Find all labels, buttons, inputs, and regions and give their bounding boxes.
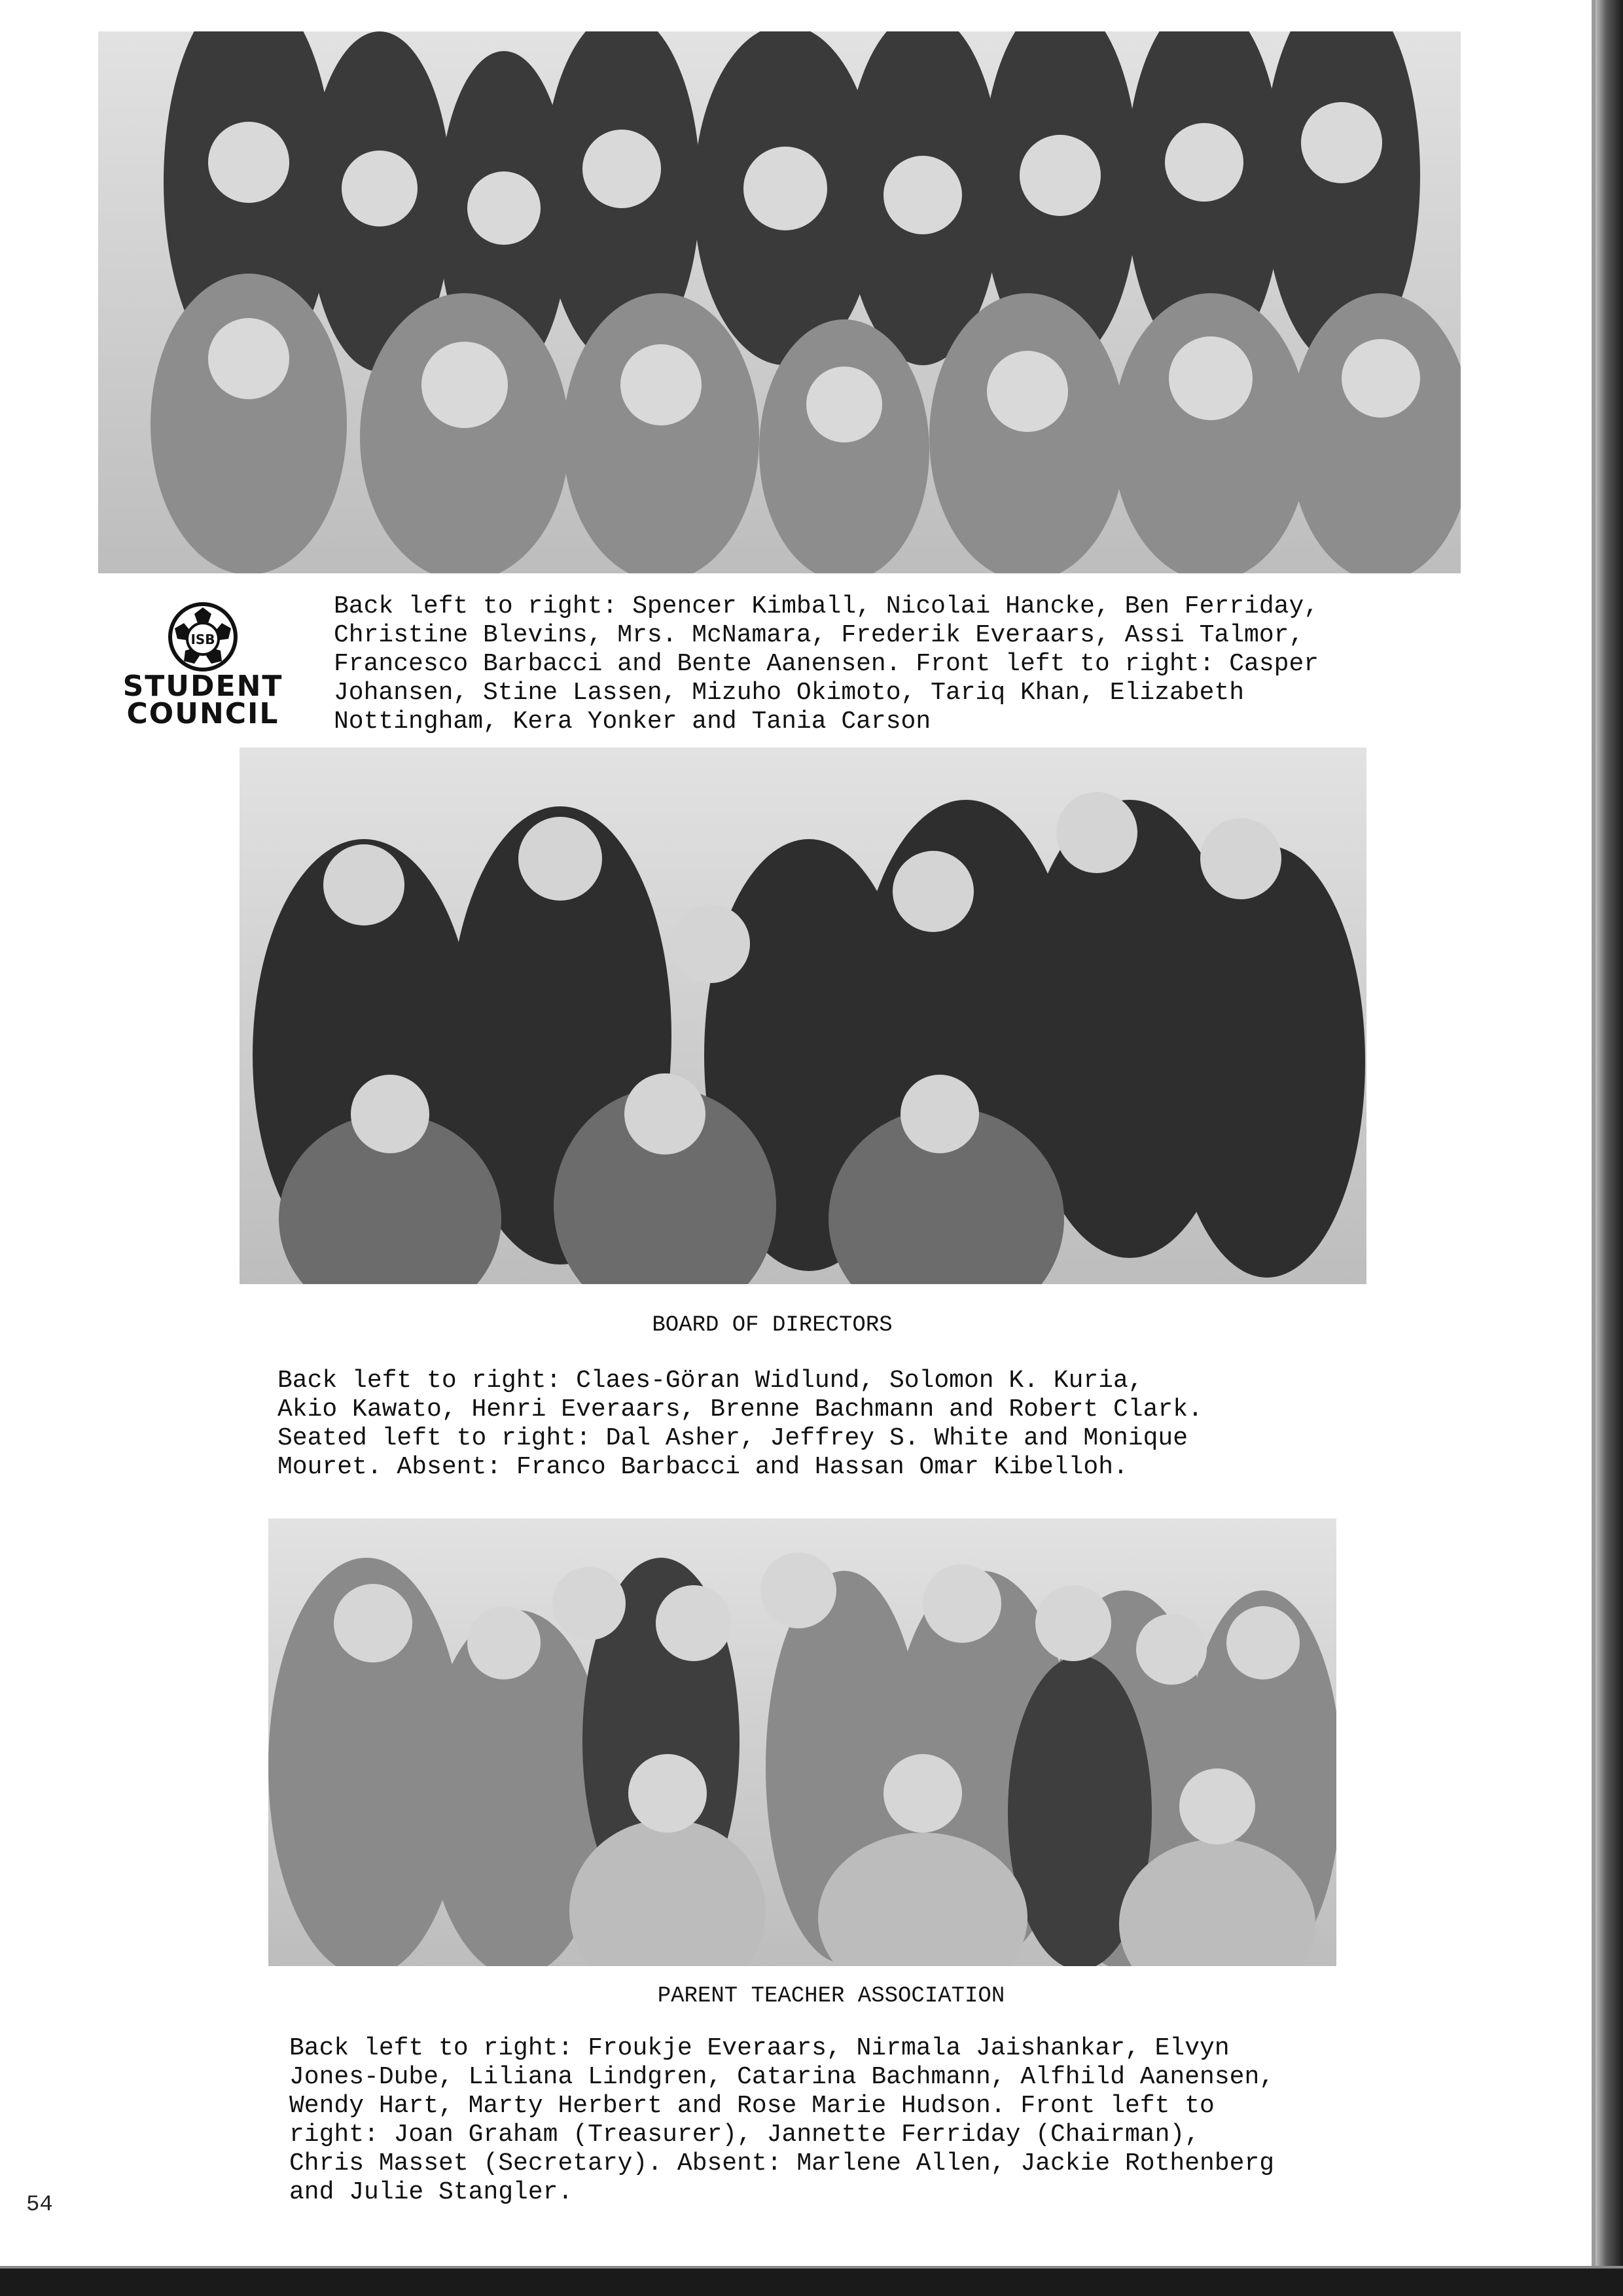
parent-teacher-association-caption: Back left to right: Froukje Everaars, Nirmala Jaishankar, Elvyn Jones-Dube, Liliana Lindgren, Catarina Bachmann, Alfhild Aanensen, Wendy Hart, Marty Herbert and Rose Marie Hudson. Front left to right: Joan Graham (Treasurer), Jannette Ferriday (Chairman), Chris Masset (Secretary). Absent: Marlene Allen, Jackie Rothenberg and Julie Stangler.: [289, 2034, 1275, 2206]
page-number: 54: [26, 2193, 53, 2217]
logo-text-council: COUNCIL: [126, 697, 279, 730]
board-of-directors-caption: Back left to right: Claes-Göran Widlund, Solomon K. Kuria, Akio Kawato, Henri Everaars, Brenne Bachmann and Robert Clark. Seated left to right: Dal Asher, Jeffrey S. White and Monique Mouret. Absent: Franco Barbacci and Hassan Omar Kibelloh.: [277, 1367, 1203, 1481]
parent-teacher-association-photo: [268, 1518, 1336, 1966]
page-binding-shadow: [1596, 0, 1623, 2296]
student-council-photo: [98, 31, 1461, 573]
parent-teacher-association-heading: PARENT TEACHER ASSOCIATION: [657, 1984, 1005, 2009]
logo-badge: ISB: [190, 632, 215, 647]
page-bottom-band: [0, 2269, 1623, 2296]
soccer-ball-icon: [167, 601, 239, 673]
board-of-directors-photo: [240, 747, 1366, 1284]
student-council-caption: Back left to right: Spencer Kimball, Nicolai Hancke, Ben Ferriday, Christine Blevins, Mrs. McNamara, Frederik Everaars, Assi Talmor, Francesco Barbacci and Bente Aanensen. Front left to right: Casper Johansen, Stine Lassen, Mizuho Okimoto, Tariq Khan, Elizabeth Nottingham, Kera Yonker and Tania Carson: [334, 592, 1319, 736]
board-of-directors-heading: BOARD OF DIRECTORS: [652, 1313, 893, 1338]
logo-text-student: STUDENT: [122, 670, 283, 703]
page-edge-line: [1592, 0, 1596, 2296]
student-council-logo: [111, 601, 294, 732]
